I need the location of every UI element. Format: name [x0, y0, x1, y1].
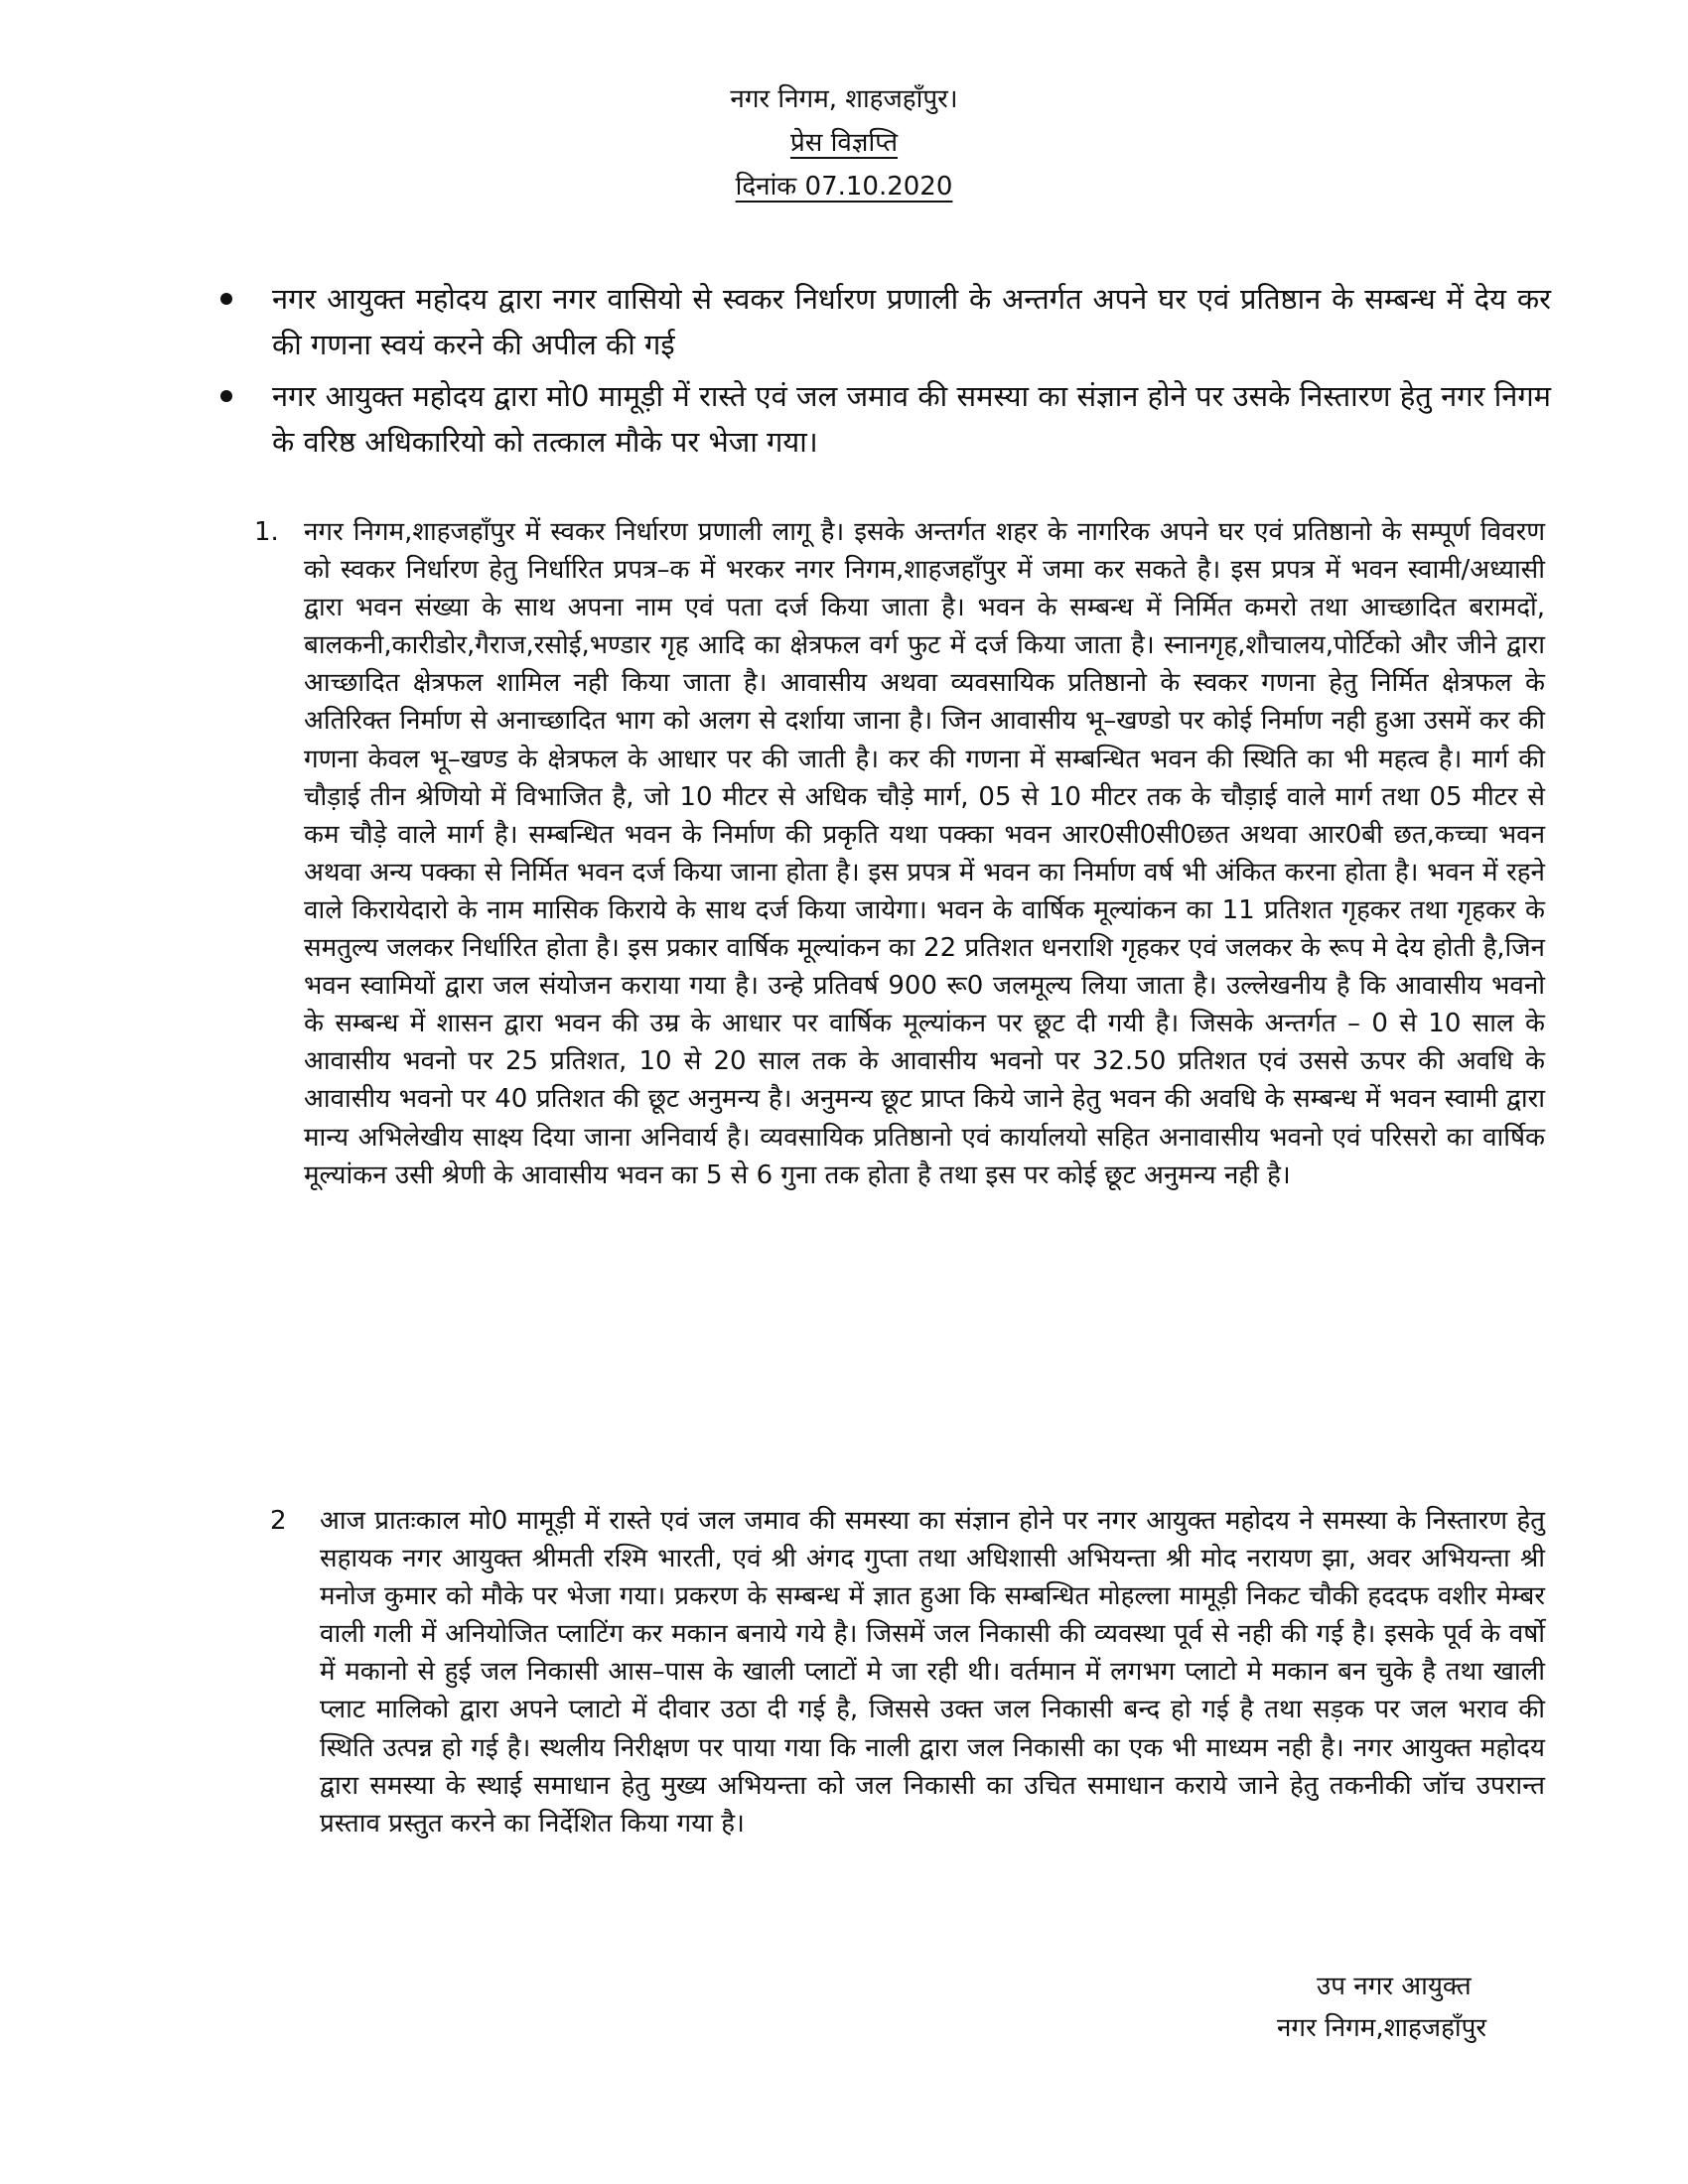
- document-type-title: प्रेस विज्ञप्ति: [789, 128, 899, 158]
- signature-block: [1277, 1966, 1486, 2049]
- summary-bullet: [220, 373, 1551, 465]
- paragraph-text: नगर निगम,शाहजहाँपुर में स्वकर निर्धारण प्रणाली लागू है। इसके अन्तर्गत शहर के नागरिक अपने घर एवं प्रतिष्ठानो के सम्पूर्ण विवरण को स्वकर निर्धारण हेतु निर्धारित प्रपत्र–क में भरकर नगर निगम,शाहजहाँपुर में जमा कर सकते है। इस प्रपत्र में भवन स्वामी/अध्यासी द्वारा भवन संख्या के साथ अपना नाम एवं पता दर्ज किया जाता है। भवन के सम्बन्ध में निर्मित कमरो तथा आच्छादित बरामदों, बालकनी,कारीडोर,गैराज,रसोई,भण्डार गृह आदि का क्षेत्रफल वर्ग फुट में दर्ज किया जाता है। स्नानगृह,शौचालय,पोर्टिको और जीने द्वारा आच्छादित क्षेत्रफल शामिल नही किया जाता है। आवासीय अथवा व्यवसायिक प्रतिष्ठानो के स्वकर गणना हेतु निर्मित क्षेत्रफल के अतिरिक्त निर्माण से अनाच्छादित भाग को अलग से दर्शाया जाना है। जिन आवासीय भू–खण्डो पर कोई निर्माण नही हुआ उसमें कर की गणना केवल भू–खण्ड के क्षेत्रफल के आधार पर की जाती है। कर की गणना में सम्बन्धित भवन की स्थिति का भी महत्व है। मार्ग की चौड़ाई तीन श्रेणियो में विभाजित है, जो 10 मीटर से अधिक चौड़े मार्ग, 05 से 10 मीटर तक के चौड़ाई वाले मार्ग तथा 05 मीटर से कम चौड़े वाले मार्ग है। सम्बन्धित भवन के निर्माण की प्रकृति यथा पक्का भवन आर0सी0सी0छत अथवा आर0बी छत,कच्चा भवन अथवा अन्य पक्का से निर्मित भवन दर्ज किया जाना होता है। इस प्रपत्र में भवन का निर्माण वर्ष भी अंकित करना होता है। भवन में रहने वाले किरायेदारो के नाम मासिक किराये के साथ दर्ज किया जायेगा। भवन के वार्षिक मूल्यांकन का 11 प्रतिशत गृहकर तथा गृहकर के समतुल्य जलकर निर्धारित होता है। इस प्रकार वार्षिक मूल्यांकन का 22 प्रतिशत धनराशि गृहकर एवं जलकर के रूप मे देय होती है,जिन भवन स्वामियों द्वारा जल संयोजन कराया गया है। उन्हे प्रतिवर्ष 900 रू0 जलमूल्य लिया जाता है। उल्लेखनीय है कि आवासीय भवनो के सम्बन्ध में शासन द्वारा भवन की उम्र के आधार पर वार्षिक मूल्यांकन पर छूट दी गयी है। जिसके अन्तर्गत – 0 से 10 साल के आवासीय भवनो पर 25 प्रतिशत, 10 से 20 साल तक के आवासीय भवनो पर 32.50 प्रतिशत एवं उससे ऊपर की अवधि के आवासीय भवनो पर 40 प्रतिशत की छूट अनुमन्य है। अनुमन्य छूट प्राप्त किये जाने हेतु भवन की अवधि के सम्बन्ध में भवन स्वामी द्वारा मान्य अभिलेखीय साक्ष्य दिया जाना अनिवार्य है। व्यवसायिक प्रतिष्ठानो एवं कार्यालयो सहित अनावासीय भवनो एवं परिसरो का वार्षिक मूल्यांकन उसी श्रेणी के आवासीय भवन का 5 से 6 गुना तक होता है तथा इस पर कोई छूट अनुमन्य नही है।: [304, 517, 1545, 1190]
- summary-bullet: [220, 276, 1551, 367]
- summary-bullet-text: नगर आयुक्त महोदय द्वारा मो0 मामूड़ी में रास्ते एवं जल जमाव की समस्या का संज्ञान होने पर उसके निस्तारण हेतु नगर निगम के वरिष्ठ अधिकारियो को तत्काल मौके पर भेजा गया।: [272, 379, 1551, 459]
- summary-bullets: [220, 276, 1551, 471]
- bullet-dot-icon: [220, 293, 232, 305]
- document-header: [0, 77, 1688, 208]
- document-date: दिनांक 07.10.2020: [735, 172, 953, 202]
- numbered-paragraph-2: [270, 1502, 1545, 1843]
- summary-bullet-text: नगर आयुक्त महोदय द्वारा नगर वासियो से स्वकर निर्धारण प्रणाली के अन्तर्गत अपने घर एवं प्रतिष्ठान के सम्बन्ध में देय कर की गणना स्वयं करने की अपील की गई: [272, 282, 1551, 361]
- paragraph-number: 2: [270, 1506, 287, 1536]
- numbered-paragraph-1: [254, 513, 1545, 1194]
- organization-name: नगर निगम, शाहजहाँपुर।: [730, 84, 958, 114]
- signatory-office: नगर निगम,शाहजहाँपुर: [1277, 2013, 1487, 2043]
- bullet-dot-icon: [220, 390, 232, 402]
- signatory-designation: उप नगर आयुक्त: [1317, 1972, 1472, 2001]
- paragraph-number: 1.: [254, 517, 279, 547]
- paragraph-text: आज प्रातःकाल मो0 मामूड़ी में रास्ते एवं जल जमाव की समस्या का संज्ञान होने पर नगर आयुक्त महोदय ने समस्या के निस्तारण हेतु सहायक नगर आयुक्त श्रीमती रश्मि भारती, एवं श्री अंगद गुप्ता तथा अधिशासी अभियन्ता श्री मोद नरायण झा, अवर अभियन्ता श्री मनोज कुमार को मौके पर भेजा गया। प्रकरण के सम्बन्ध में ज्ञात हुआ कि सम्बन्धित मोहल्ला मामूड़ी निकट चौकी हददफ वशीर मेम्बर वाली गली में अनियोजित प्लाटिंग कर मकान बनाये गये है। जिसमें जल निकासी की व्यवस्था पूर्व से नही की गई है। इसके पूर्व के वर्षो में मकानो से हुई जल निकासी आस–पास के खाली प्लाटों मे जा रही थी। वर्तमान में लगभग प्लाटो मे मकान बन चुके है तथा खाली प्लाट मालिको द्वारा अपने प्लाटो में दीवार उठा दी गई है, जिससे उक्त जल निकासी बन्द हो गई है तथा सड़क पर जल भराव की स्थिति उत्पन्न हो गई है। स्थलीय निरीक्षण पर पाया गया कि नाली द्वारा जल निकासी का एक भी माध्यम नही है। नगर आयुक्त महोदय द्वारा समस्या के स्थाई समाधान हेतु मुख्य अभियन्ता को जल निकासी का उचित समाधान कराये जाने हेतु तकनीकी जॉच उपरान्त प्रस्ताव प्रस्तुत करने का निर्देशित किया गया है।: [320, 1506, 1545, 1839]
